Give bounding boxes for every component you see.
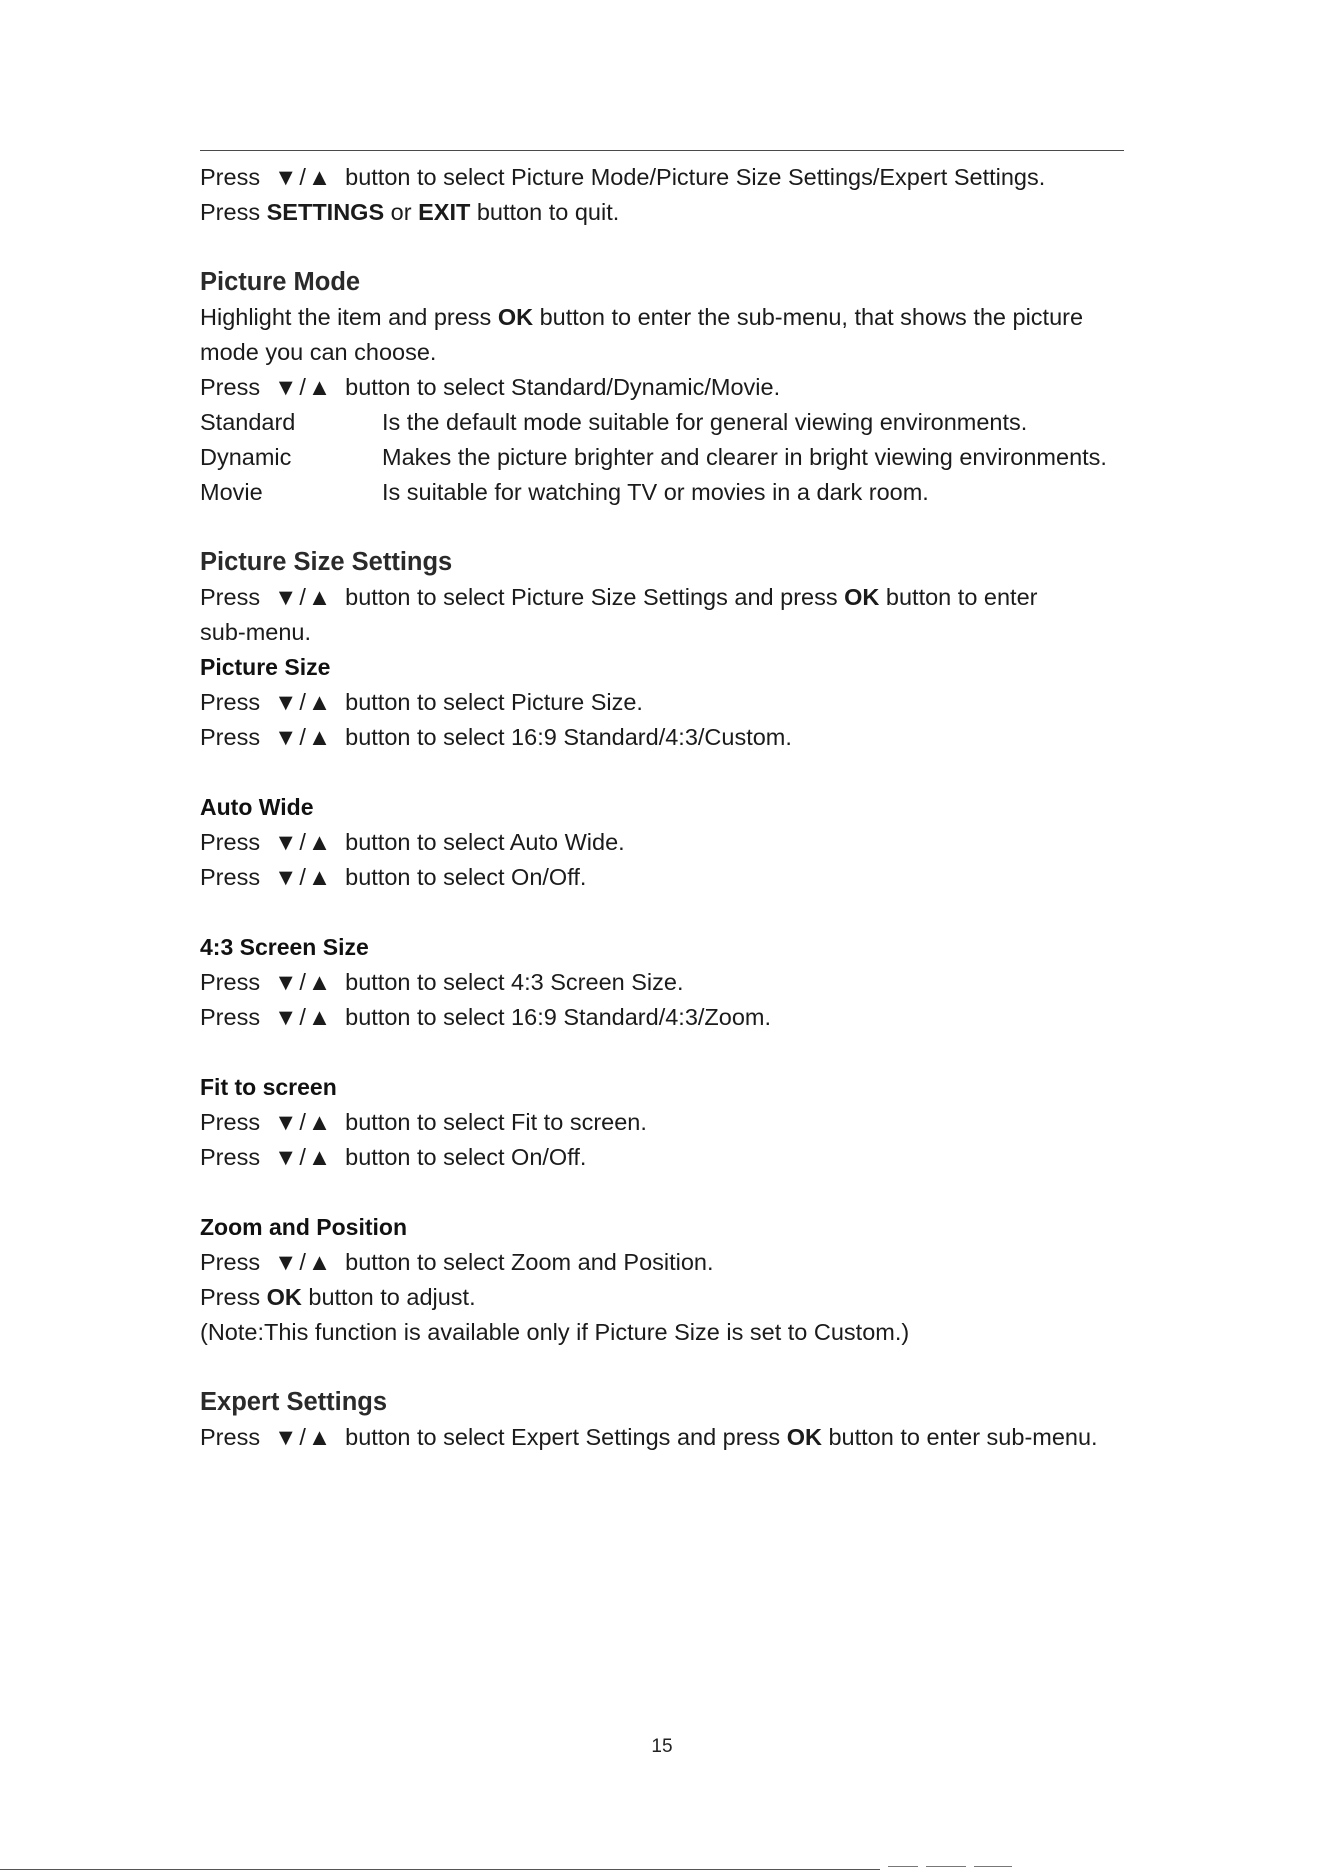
fit-to-screen-line-1 [200,1105,1140,1140]
spacer [200,895,1140,930]
ok-key-label: OK [786,1424,822,1450]
down-up-arrows-icon: ▼/▲ [274,689,334,715]
body-text: button to select Zoom and Position. [345,1249,714,1275]
body-text: button to enter the sub-menu, that shows the picture [533,304,1084,330]
zoom-position-line-2 [200,1280,1140,1315]
press-text: Press [200,1109,261,1135]
subheading-zoom-and-position: Zoom and Position [200,1214,407,1240]
spacer [200,755,1140,790]
press-text: Press [200,689,261,715]
press-text: Press [200,864,261,890]
press-text: Press [200,164,261,190]
spacer [200,510,1140,545]
mode-term: Standard [200,409,296,435]
picture-size-settings-line-2: sub-menu. [200,619,312,645]
auto-wide-line-2 [200,860,1140,895]
down-up-arrows-icon: ▼/▲ [274,864,334,890]
down-up-arrows-icon: ▼/▲ [274,584,334,610]
fit-to-screen-line-2 [200,1140,1140,1175]
picture-mode-line-3 [200,370,1140,405]
down-up-arrows-icon: ▼/▲ [274,829,334,855]
header-rule [200,150,1124,151]
press-text: Press [200,584,261,610]
body-text: button to select 4:3 Screen Size. [345,969,684,995]
body-text: button to select On/Off. [345,1144,587,1170]
down-up-arrows-icon: ▼/▲ [274,1109,334,1135]
body-text: button to select Picture Size. [345,689,643,715]
screen-size-line-1 [200,965,1140,1000]
footer-rule [0,1869,880,1870]
body-text: button to select On/Off. [345,864,587,890]
press-text: Press [200,1424,261,1450]
down-up-arrows-icon: ▼/▲ [274,1249,334,1275]
intro-text: or [384,199,419,225]
body-text: Highlight the item and press [200,304,498,330]
body-text: button to select 16:9 Standard/4:3/Zoom. [345,1004,772,1030]
down-up-arrows-icon: ▼/▲ [274,1424,334,1450]
body-text: button to select Picture Size Settings and press [345,584,845,610]
manual-page-content [200,160,1140,1455]
down-up-arrows-icon: ▼/▲ [274,1004,334,1030]
mode-term: Movie [200,479,263,505]
intro-text: button to select Picture Mode/Picture Size Settings/Expert Settings. [345,164,1046,190]
spacer [200,1175,1140,1210]
picture-size-settings-line-1 [200,580,1140,615]
zoom-position-line-1 [200,1245,1140,1280]
down-up-arrows-icon: ▼/▲ [274,724,334,750]
section-heading-picture-size-settings: Picture Size Settings [200,548,453,576]
mode-description: Makes the picture brighter and clearer in bright viewing environments. [382,444,1107,470]
footer-mark [926,1866,966,1870]
auto-wide-line-1 [200,825,1140,860]
body-text: button to enter [879,584,1038,610]
body-text: button to select Fit to screen. [345,1109,647,1135]
mode-description: Is suitable for watching TV or movies in a dark room. [382,479,929,505]
down-up-arrows-icon: ▼/▲ [274,164,334,190]
press-text: Press [200,1004,261,1030]
picture-mode-line-1 [200,300,1140,335]
body-text: Press [200,1284,267,1310]
zoom-position-note: (Note:This function is available only if Picture Size is set to Custom.) [200,1319,910,1345]
subheading-picture-size: Picture Size [200,654,331,680]
intro-line-2 [200,195,1140,230]
ok-key-label: OK [497,304,534,330]
exit-key-label: EXIT [418,199,471,225]
footer-mark [974,1866,1012,1870]
press-text: Press [200,1144,261,1170]
intro-text: Press [200,199,267,225]
footer-mark [888,1866,918,1870]
mode-term: Dynamic [200,444,292,470]
ok-key-label: OK [266,1284,302,1310]
press-text: Press [200,1249,261,1275]
subheading-auto-wide: Auto Wide [200,794,314,820]
picture-size-line-1 [200,685,1140,720]
picture-size-line-2 [200,720,1140,755]
ok-key-label: OK [844,584,880,610]
mode-row-dynamic [200,440,1140,475]
page-number: 15 [651,1736,673,1757]
expert-settings-line-1 [200,1420,1140,1455]
body-text: button to select 16:9 Standard/4:3/Custom. [345,724,792,750]
picture-mode-line-2: mode you can choose. [200,339,437,365]
spacer [200,1035,1140,1070]
body-text: button to select Expert Settings and press [345,1424,787,1450]
mode-row-movie [200,475,1140,510]
section-heading-expert-settings: Expert Settings [200,1388,388,1416]
press-text: Press [200,829,261,855]
spacer [200,230,1140,265]
intro-text: button to quit. [470,199,620,225]
down-up-arrows-icon: ▼/▲ [274,969,334,995]
screen-size-line-2 [200,1000,1140,1035]
press-text: Press [200,969,261,995]
down-up-arrows-icon: ▼/▲ [274,374,334,400]
settings-key-label: SETTINGS [266,199,385,225]
press-text: Press [200,724,261,750]
intro-line-1 [200,160,1140,195]
subheading-screen-size: 4:3 Screen Size [200,934,369,960]
press-text: Press [200,374,261,400]
mode-description: Is the default mode suitable for general viewing environments. [382,409,1028,435]
section-heading-picture-mode: Picture Mode [200,268,361,296]
spacer [200,1350,1140,1385]
subheading-fit-to-screen: Fit to screen [200,1074,337,1100]
mode-row-standard [200,405,1140,440]
body-text: button to enter sub-menu. [821,1424,1098,1450]
body-text: button to adjust. [301,1284,476,1310]
body-text: button to select Auto Wide. [345,829,625,855]
body-text: button to select Standard/Dynamic/Movie. [345,374,781,400]
down-up-arrows-icon: ▼/▲ [274,1144,334,1170]
